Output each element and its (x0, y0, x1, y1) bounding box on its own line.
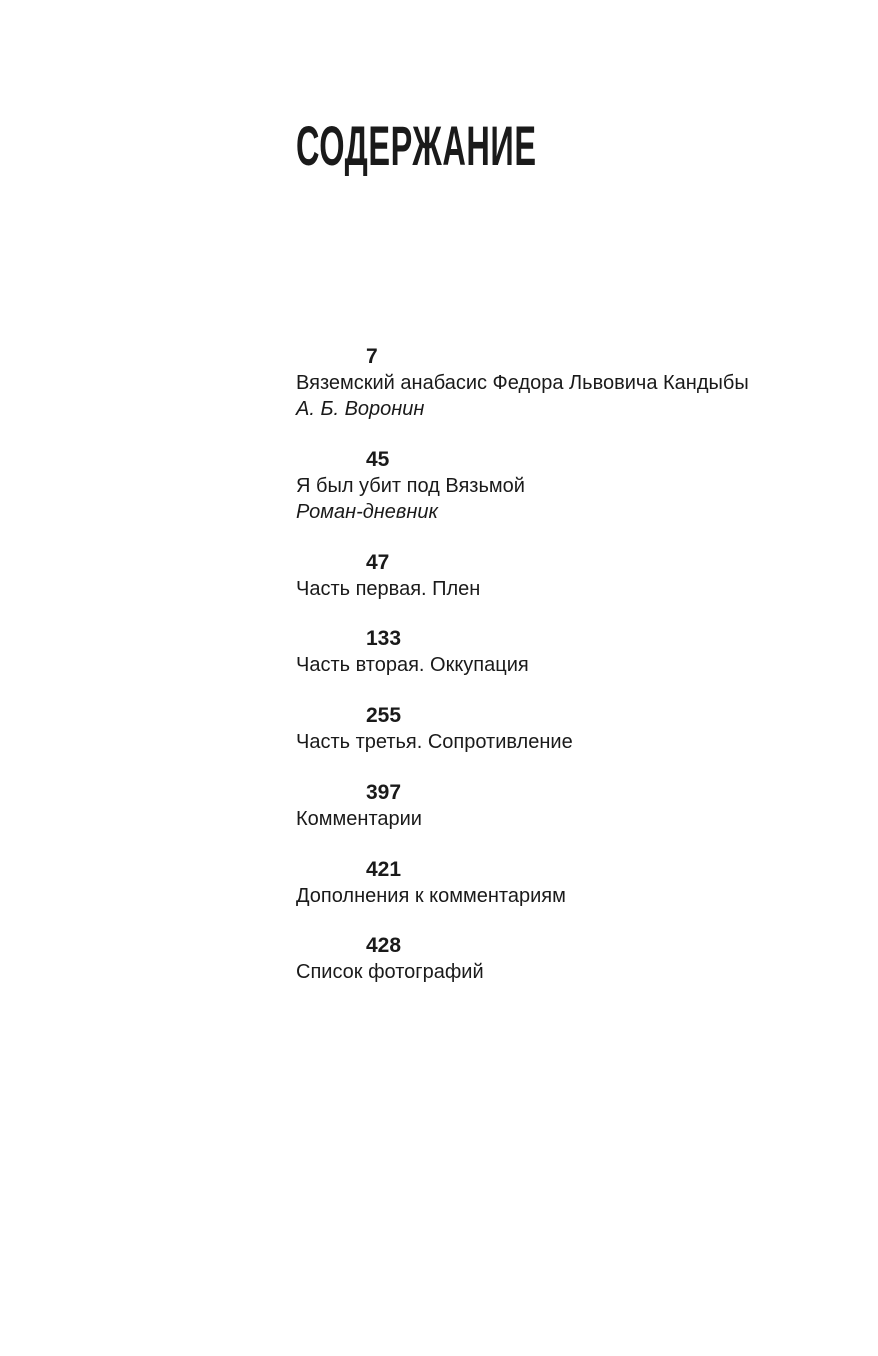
toc-page-number: 255 (366, 704, 402, 727)
toc-title: Вяземский анабасис Федора Львовича Кандыбы (296, 372, 749, 394)
toc-entry (296, 703, 856, 755)
toc-page-number: 421 (366, 858, 402, 881)
toc-entry (296, 447, 856, 525)
toc-subtitle: Роман-дневник (296, 501, 438, 523)
toc-page-number: 45 (366, 448, 390, 471)
toc-title: Часть третья. Сопротивление (296, 731, 573, 753)
toc-author: А. Б. Воронин (296, 398, 425, 420)
toc-page-number: 133 (366, 627, 402, 650)
toc-entry (296, 933, 856, 985)
toc-title: Список фотографий (296, 961, 484, 983)
toc-entry (296, 344, 856, 422)
toc-title: Часть вторая. Оккупация (296, 654, 529, 676)
page-title: СОДЕРЖАНИЕ (296, 114, 537, 177)
toc-entry (296, 626, 856, 678)
toc-title: Часть первая. Плен (296, 578, 481, 600)
toc-page-number: 47 (366, 551, 390, 574)
toc-title: Я был убит под Вязьмой (296, 475, 525, 497)
toc-title: Комментарии (296, 808, 422, 830)
toc-entry (296, 857, 856, 909)
toc-page-number: 7 (366, 345, 378, 368)
toc-page-number: 397 (366, 781, 402, 804)
toc-entry (296, 550, 856, 602)
toc-title: Дополнения к комментариям (296, 885, 566, 907)
toc-entry (296, 780, 856, 832)
toc-page-number: 428 (366, 934, 402, 957)
